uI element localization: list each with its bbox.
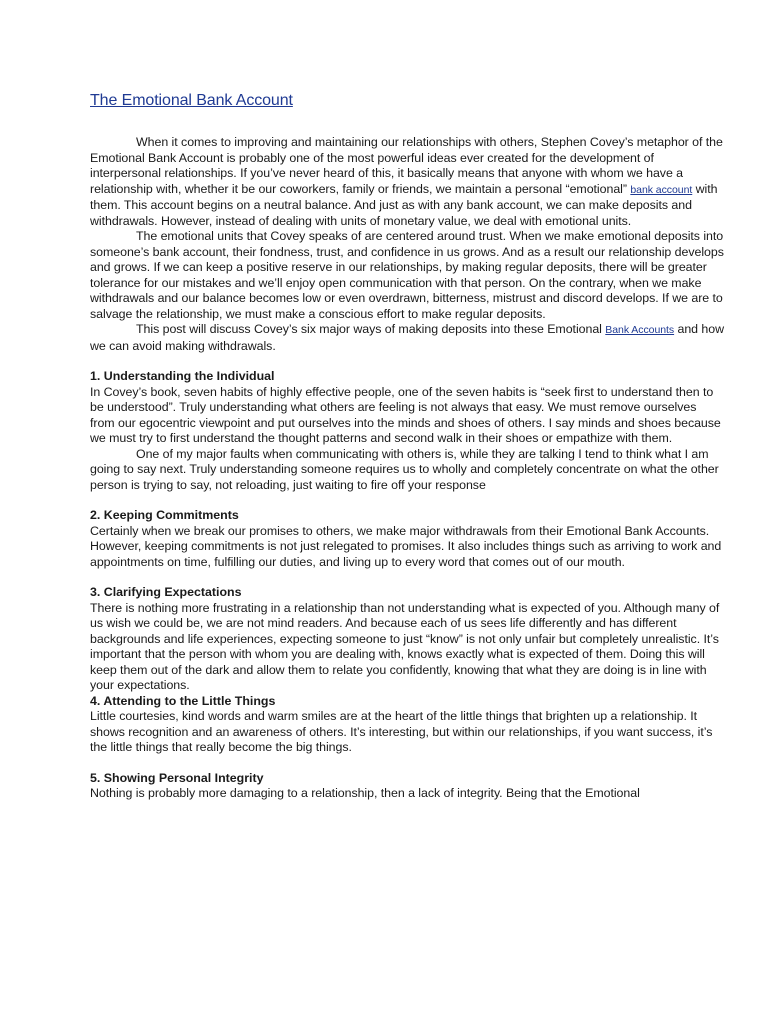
section-paragraph: One of my major faults when communicating with others is, while they are talking I tend to think what I am going to say next. Truly understanding someone requires us to wholly and completely concentrate on what the other person is trying to say, not reloading, just waiting to fire off your response — [90, 446, 719, 492]
document-page — [90, 92, 724, 802]
intro-paragraph-1 — [90, 135, 724, 229]
spacer — [90, 354, 724, 369]
intro-text: This post will discuss Covey’s six major ways of making deposits into these Emotional — [136, 322, 602, 336]
section-paragraph: There is nothing more frustrating in a relationship than not understanding what is expected of you. Although many of us wish we could be, we are not mind readers. And because each of us sees life differently and has different backgrounds and life experiences, expecting someone to just “know” is not only unfair but completely unrealistic. It’s important that the person with whom you are dealing with, knows exactly what is expected of them. Doing this will keep them out of the dark and allow them to relate you confidently, knowing that what they are doing is in line with your expectations. — [90, 600, 720, 692]
section-heading: 1. Understanding the Individual — [90, 369, 275, 383]
section-heading: 4. Attending to the Little Things — [90, 693, 276, 708]
spacer — [90, 756, 724, 771]
bank-account-link[interactable]: bank account — [630, 183, 693, 196]
section-heading: 5. Showing Personal Integrity — [90, 770, 264, 785]
page-title: The Emotional Bank Account — [90, 92, 293, 109]
section-paragraph: In Covey’s book, seven habits of highly effective people, one of the seven habits is “seek first to understand then to be understood”. Truly understanding what others are feeling is not always that easy. We must remove ourselves from our egocentric viewpoint and put ourselves into the minds and shoes of others. I say minds and shoes because we must try to first understand the thought patterns and second walk in their shoes or empathize with them. — [90, 384, 721, 445]
section-paragraph: Certainly when we break our promises to others, we make major withdrawals from their Emotional Bank Accounts. However, keeping commitments is not just relegated to promises. It also includes things such as arriving to work and appointments on time, fulfilling our duties, and living up to every word that comes out of our mouth. — [90, 523, 722, 569]
intro-text: When it comes to improving and maintaining our relationships with others, Stephen Covey’s metaphor of the Emotional Bank Account is probably one of the most powerful ideas ever created for the development of interpersonal relationships. If you’ve never heard of this, it basically means that anyone with whom we have a relationship with, whether it be our coworkers, family or friends, we maintain a personal “emotional” — [90, 135, 723, 196]
section-heading: 3. Clarifying Expectations — [90, 585, 242, 599]
spacer — [90, 493, 724, 508]
spacer — [90, 570, 724, 585]
section-paragraph: Nothing is probably more damaging to a relationship, then a lack of integrity. Being that the Emotional — [90, 786, 640, 800]
section-paragraph: Little courtesies, kind words and warm smiles are at the heart of the little things that brighten up a relationship. It shows recognition and an awareness of others. It’s interesting, but within our relationships, if you want success, it’s the little things that really become the big things. — [90, 709, 713, 754]
intro-text: with them. This account begins on a neutral balance. And just as with any bank account, we can make deposits and withdrawals. However, instead of dealing with units of monetary value, we deal with emotional units. — [90, 181, 718, 228]
bank-accounts-link[interactable]: Bank Accounts — [605, 324, 675, 336]
intro-paragraph-3 — [90, 322, 724, 354]
intro-paragraph-2: The emotional units that Covey speaks of are centered around trust. When we make emotional deposits into someone’s bank account, their fondness, trust, and confidence in us grows. And as a result our relationship develops and grows. If we can keep a positive reserve in our relationships, by making regular deposits, there will be greater tolerance for our mistakes and we’ll enjoy open communication with that person. On the contrary, when we make withdrawals and our balance becomes low or even overdrawn, bitterness, mistrust and discord develops. If we are to salvage the relationship, we must make a conscious effort to make regular deposits. — [90, 229, 724, 321]
section-heading: 2. Keeping Commitments — [90, 508, 239, 522]
intro-text: and how we can avoid making withdrawals. — [90, 322, 724, 353]
